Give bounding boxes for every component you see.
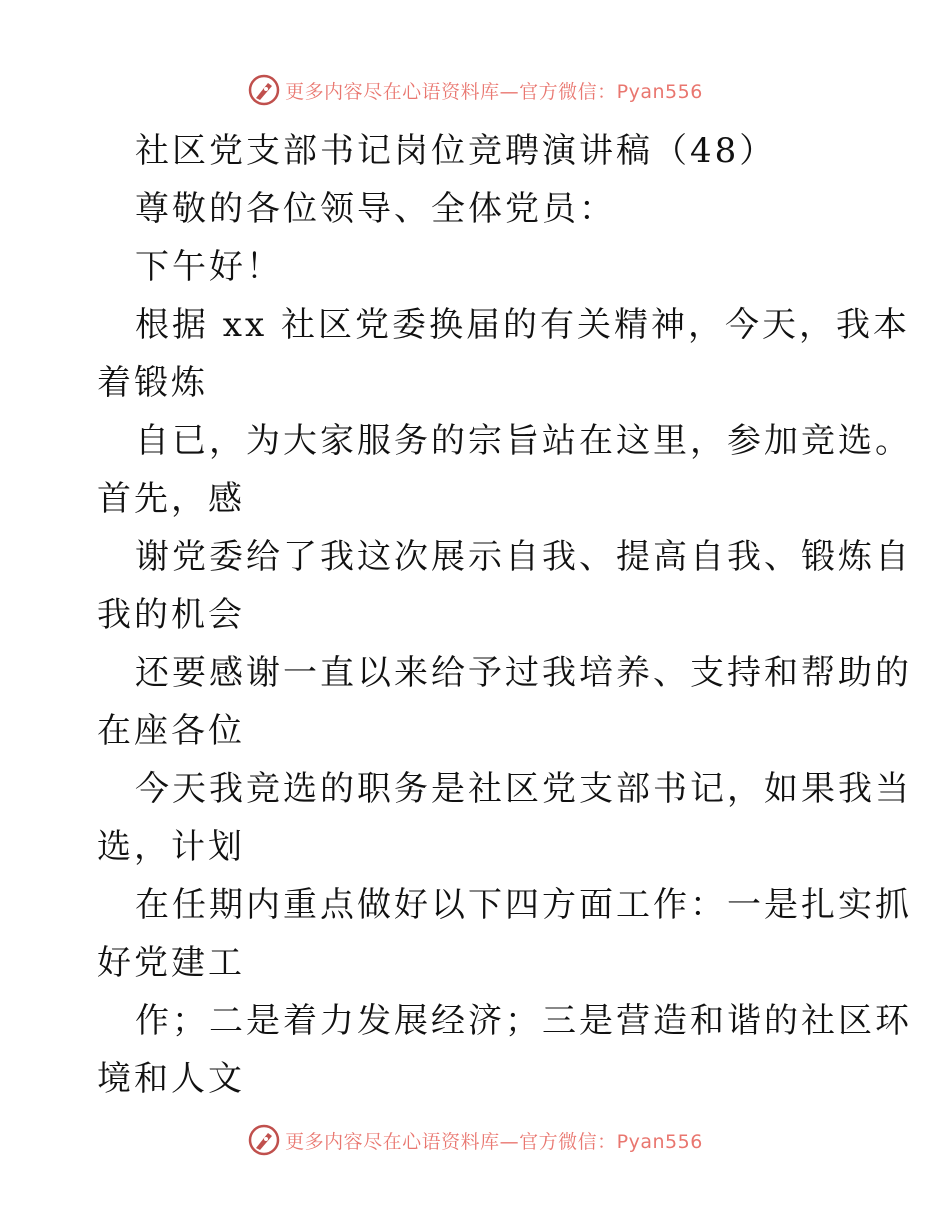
pen-nib-logo-icon xyxy=(247,73,281,107)
paragraph-line: 我的机会 xyxy=(97,595,245,635)
paragraph-line: 还要感谢一直以来给予过我培养、支持和帮助的 xyxy=(135,653,912,693)
watermark-text: 更多内容尽在心语资料库—官方微信：Pyan556 xyxy=(285,1130,703,1153)
paragraph-line: 在座各位 xyxy=(97,711,245,751)
paragraph-line: 谢党委给了我这次展示自我、提高自我、锻炼自 xyxy=(135,537,912,577)
paragraph-line: 好党建工 xyxy=(97,943,245,983)
paragraph-line: 着锻炼 xyxy=(97,363,208,403)
greeting: 下午好！ xyxy=(135,247,283,287)
pen-nib-logo-icon xyxy=(247,1123,281,1157)
paragraph-line: 根据 xx 社区党委换届的有关精神，今天，我本 xyxy=(135,305,910,345)
paragraph-line: 在任期内重点做好以下四方面工作：一是扎实抓 xyxy=(135,885,912,925)
salutation: 尊敬的各位领导、全体党员： xyxy=(135,189,616,229)
header-watermark xyxy=(0,70,950,110)
paragraph-line: 自已，为大家服务的宗旨站在这里，参加竞选。 xyxy=(135,421,912,461)
document-body xyxy=(97,122,912,1108)
paragraph-line: 境和人文 xyxy=(97,1059,245,1099)
document-title: 社区党支部书记岗位竞聘演讲稿（48） xyxy=(135,131,777,171)
watermark-text: 更多内容尽在心语资料库—官方微信：Pyan556 xyxy=(285,80,703,103)
paragraph-line: 首先，感 xyxy=(97,479,245,519)
paragraph-line: 作；二是着力发展经济；三是营造和谐的社区环 xyxy=(135,1001,912,1041)
footer-watermark xyxy=(0,1120,950,1160)
paragraph-line: 今天我竞选的职务是社区党支部书记，如果我当 xyxy=(135,769,912,809)
paragraph-line: 选，计划 xyxy=(97,827,245,867)
